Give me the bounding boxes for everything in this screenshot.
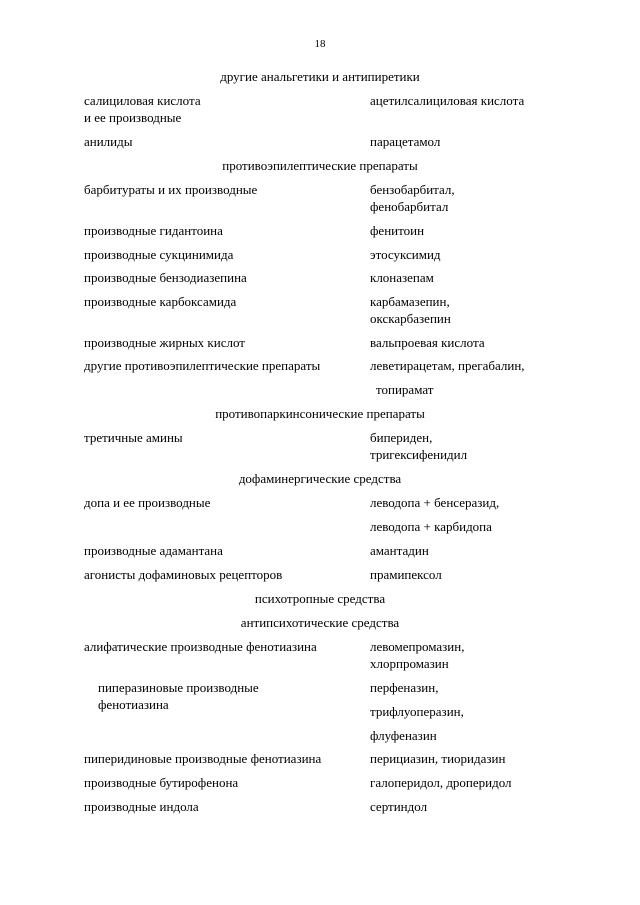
- drug-name: флуфеназин: [370, 728, 437, 743]
- group-label: производные бутирофенона: [84, 775, 239, 790]
- page-number: 18: [314, 38, 326, 50]
- drug-name: фенобарбитал: [370, 199, 449, 214]
- group-label: производные сукцинимида: [84, 247, 234, 262]
- section-heading: противоэпилептические препараты: [222, 158, 418, 173]
- section-heading: другие анальгетики и антипиретики: [220, 69, 420, 84]
- group-label: производные карбоксамида: [84, 294, 237, 309]
- group-label: агонисты дофаминовых рецепторов: [84, 567, 283, 582]
- group-label: производные бензодиазепина: [84, 270, 247, 285]
- drug-name: клоназепам: [370, 270, 434, 285]
- drug-name: перфеназин,: [370, 680, 439, 695]
- group-label: производные жирных кислот: [84, 335, 245, 350]
- group-label: допа и ее производные: [84, 495, 211, 510]
- group-label: барбитураты и их производные: [84, 182, 258, 197]
- group-label: салициловая кислота: [84, 93, 201, 108]
- drug-name: топирамат: [376, 382, 434, 397]
- drug-name: ацетилсалициловая кислота: [370, 93, 525, 108]
- group-label: пиперазиновые производные: [98, 680, 259, 695]
- group-label: и ее производные: [84, 110, 182, 125]
- group-label: фенотиазина: [98, 697, 169, 712]
- drug-name: хлорпромазин: [370, 656, 449, 671]
- drug-name: амантадин: [370, 543, 429, 558]
- drug-name: бипериден,: [370, 430, 433, 445]
- group-label: пиперидиновые производные фенотиазина: [84, 751, 322, 766]
- drug-name: леводопа + бенсеразид,: [370, 495, 500, 510]
- group-label: третичные амины: [84, 430, 183, 445]
- drug-name: тригексифенидил: [370, 447, 468, 462]
- drug-name: галоперидол, дроперидол: [370, 775, 512, 790]
- drug-name: вальпроевая кислота: [370, 335, 485, 350]
- drug-name: карбамазепин,: [370, 294, 450, 309]
- section-heading: противопаркинсонические препараты: [215, 406, 425, 421]
- group-label: производные гидантоина: [84, 223, 223, 238]
- drug-name: перициазин, тиоридазин: [370, 751, 506, 766]
- drug-name: леветирацетам, прегабалин,: [370, 358, 525, 373]
- group-label: производные индола: [84, 799, 199, 814]
- group-label: производные адамантана: [84, 543, 223, 558]
- drug-name: этосуксимид: [370, 247, 441, 262]
- drug-name: леводопа + карбидопа: [370, 519, 492, 534]
- drug-name: трифлуоперазин,: [370, 704, 464, 719]
- drug-name: окскарбазепин: [370, 311, 451, 326]
- group-label: другие противоэпилептические препараты: [84, 358, 321, 373]
- drug-name: сертиндол: [370, 799, 428, 814]
- section-heading: дофаминергические средства: [238, 471, 402, 486]
- group-label: анилиды: [84, 134, 133, 149]
- drug-name: парацетамол: [370, 134, 441, 149]
- drug-name: левомепромазин,: [370, 639, 465, 654]
- group-label: алифатические производные фенотиазина: [84, 639, 317, 654]
- section-heading: психотропные средства: [254, 591, 386, 606]
- section-heading: антипсихотические средства: [240, 615, 400, 630]
- drug-name: прамипексол: [370, 567, 442, 582]
- drug-name: бензобарбитал,: [370, 182, 455, 197]
- drug-name: фенитоин: [370, 223, 425, 238]
